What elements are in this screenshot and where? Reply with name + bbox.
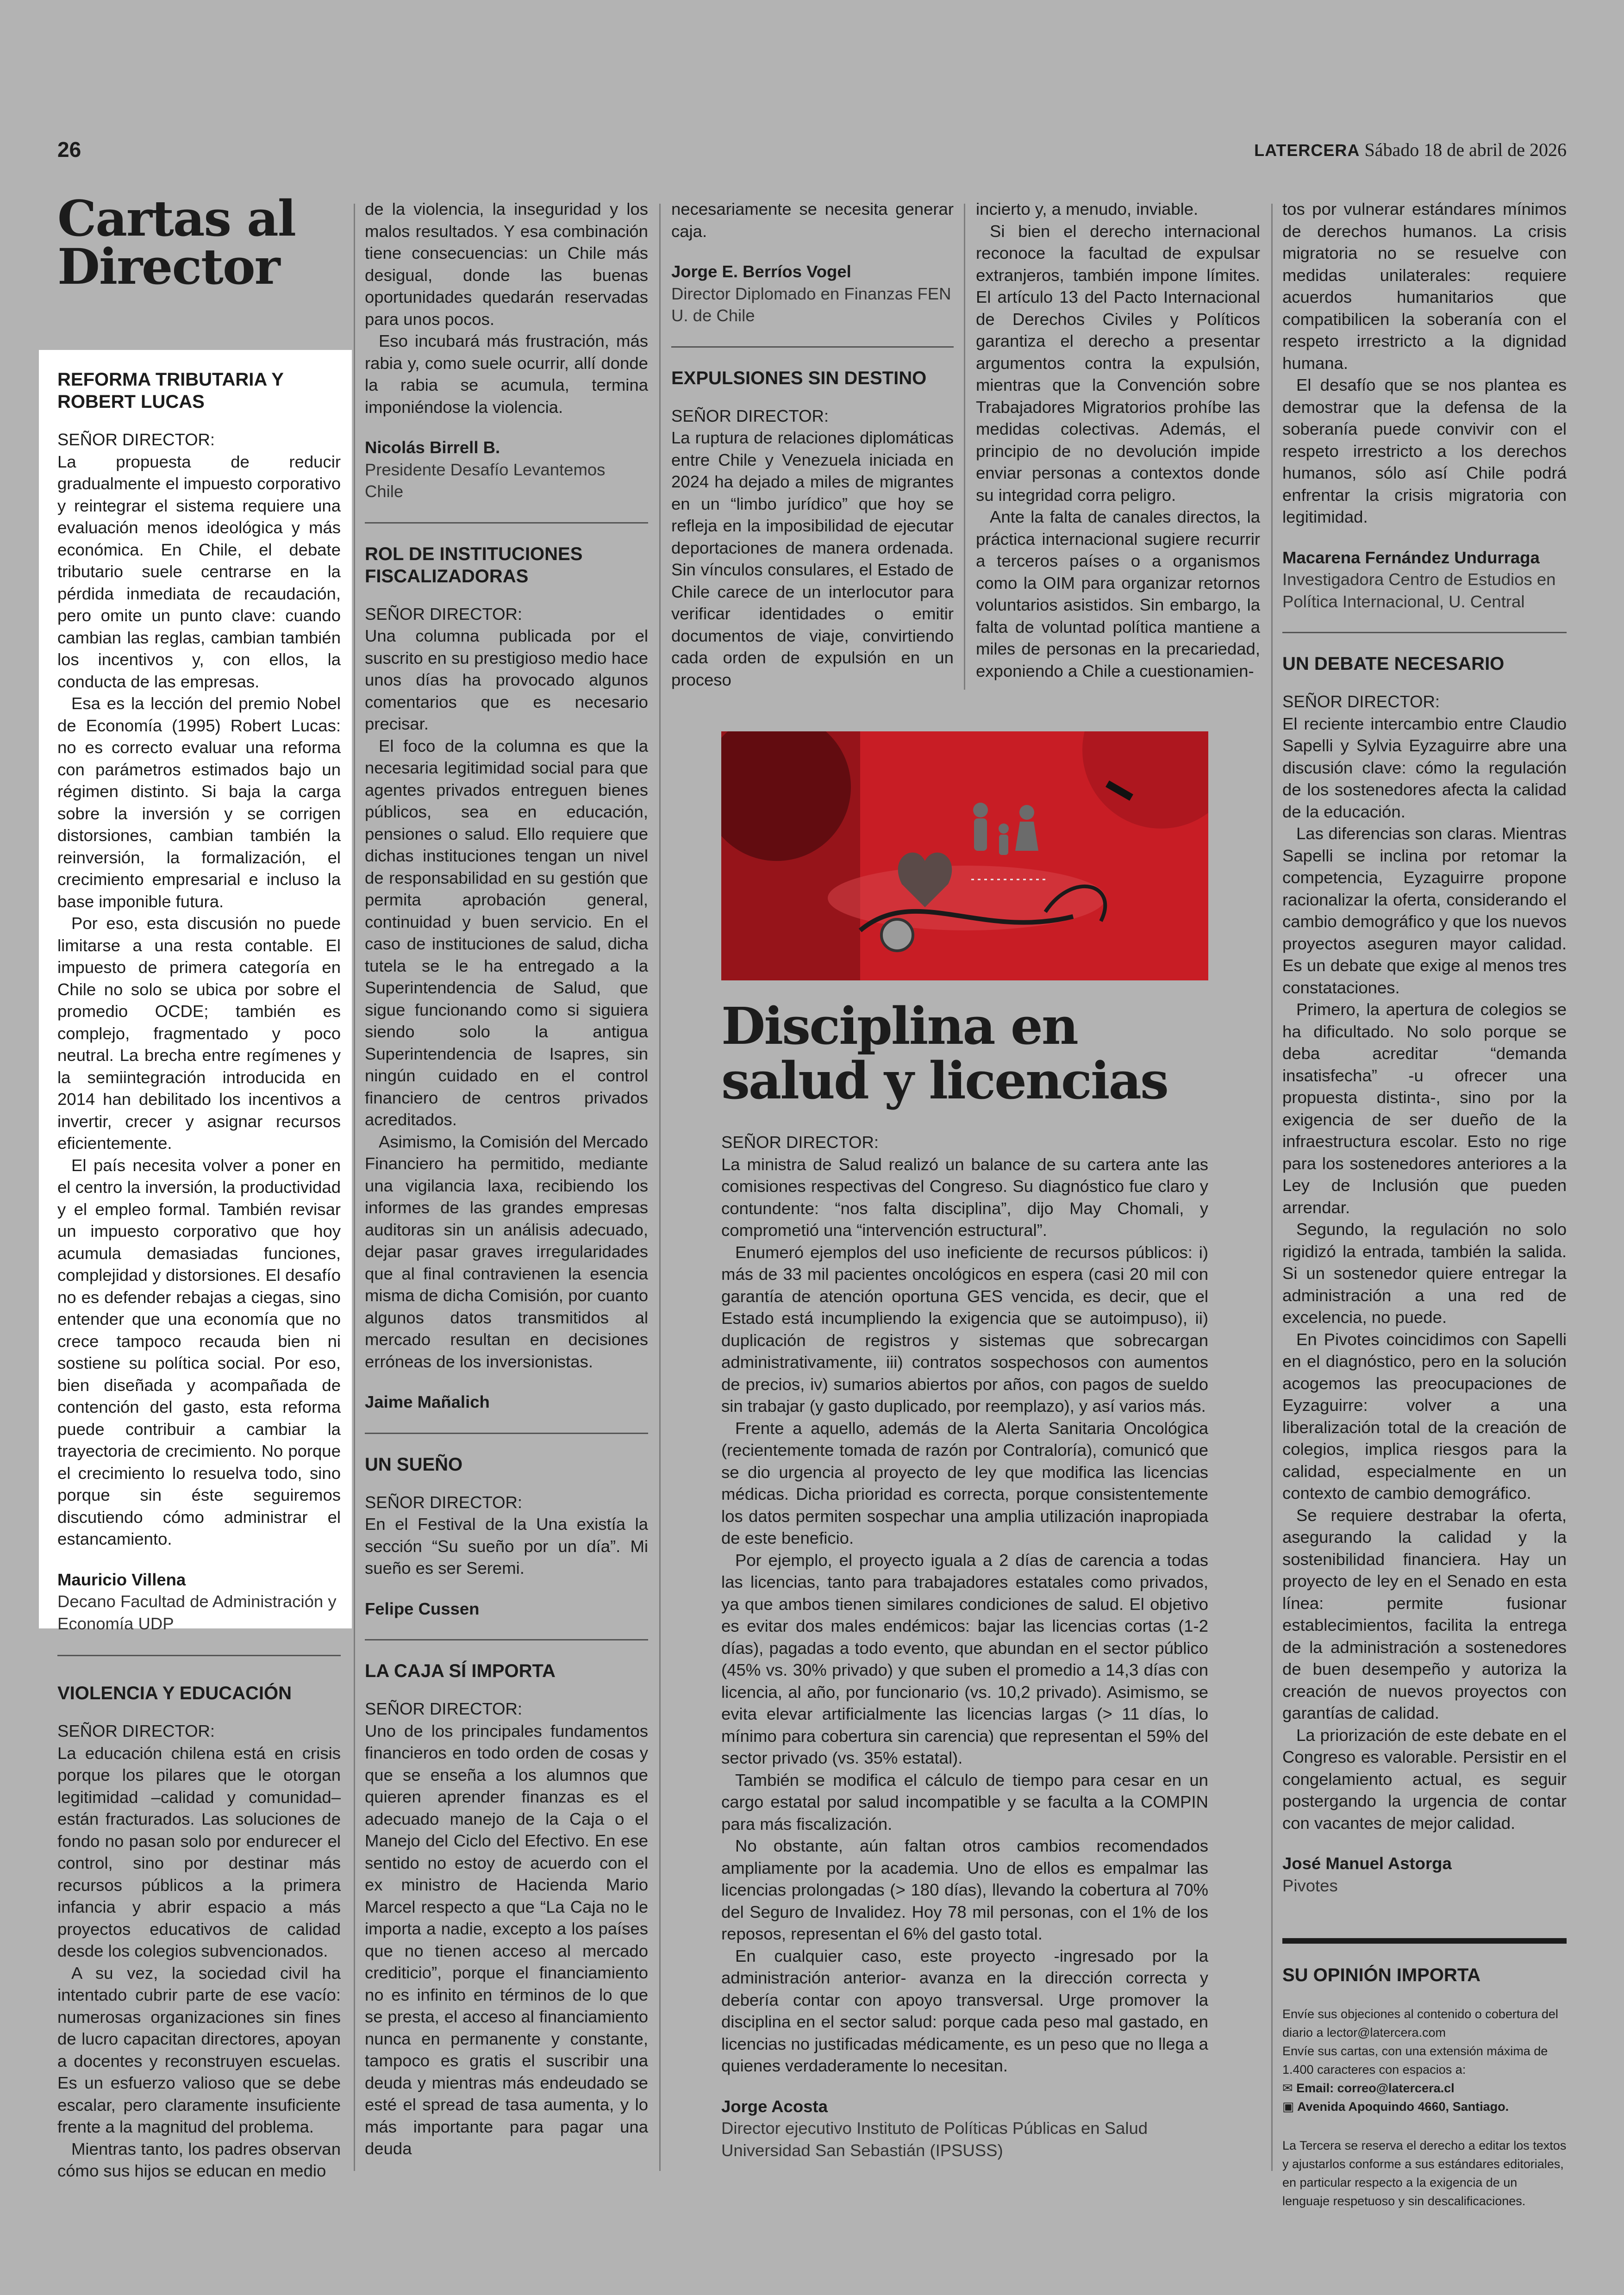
mailbox-icon: ▣ xyxy=(1282,2100,1298,2114)
paragraph: Segundo, la regulación no solo rigidizó la entrada, también la salida. Si un sostenedor quiere entregar la administración a una red de excelencia, no puede. xyxy=(1282,1220,1567,1327)
paragraph: Las diferencias son claras. Mientras Sapelli se inclina por retomar la competencia, Eyzaguirre propone racionalizar la oferta, considerando el cambio demográfico y que los nuevos proyectos aseguren mayor calidad. Es un debate que exige al menos tres constataciones. xyxy=(1282,824,1567,997)
brand-logo: LATERCERA xyxy=(1254,141,1360,160)
page-number: 26 xyxy=(57,137,81,162)
signature: Mauricio Villena xyxy=(57,1570,186,1589)
paragraph: Frente a aquello, además de la Alerta Sanitaria Oncológica (recientemente tomada de razón por Contraloría), comunicó que se dio urgencia al proyecto de ley que modifica las licencias médicas. Dicha prioridad es correcta, porque consistentemente los datos permiten sospechar una amplia utilización inapropiada de este beneficio. xyxy=(721,1418,1208,1547)
letter-title: UN SUEÑO xyxy=(365,1454,463,1475)
divider xyxy=(365,1639,648,1640)
paragraph: El país necesita volver a poner en el centro la inversión, la productividad y el empleo formal. También revisar un impuesto corporativo que hoy acumula demasiadas funciones, complejidad y distorsiones. El desafío no es defender rebajas a ciegas, sino entender que una economía que no crece tampoco recauda bien ni sostiene su política social. Por eso, bien diseñada y acompañada de contención del gasto, esta reforma puede contribuir a cambiar la trayectoria de crecimiento. No porque el crecimiento lo resuelva todo, sino porque sin éste seguiremos discutiendo cómo administrar el estancamiento. xyxy=(57,1155,341,1548)
opinion-email: ✉ Email: correo@latercera.cl xyxy=(1282,2081,1455,2095)
letter-title: UN DEBATE NECESARIO xyxy=(1282,654,1505,674)
signature: Nicolás Birrell B. xyxy=(365,438,500,457)
affiliation: Decano Facultad de Administración y Economía UDP xyxy=(57,1592,337,1633)
paragraph: tos por vulnerar estándares mínimos de derechos humanos. La crisis migratoria no se resuelve con medidas unilaterales: requiere acuerdos humanitarios que compatibilicen la soberanía con el respeto irrestricto a la dignidad humana. xyxy=(1282,200,1567,373)
signature: Macarena Fernández Undurraga xyxy=(1282,548,1540,567)
salutation: SEÑOR DIRECTOR: xyxy=(671,406,829,425)
paragraph: Uno de los principales fundamentos financieros en todo orden de cosas y que se enseña a los alumnos que quieren aprender finanzas es el adecuado manejo de la Caja o el Manejo del Ciclo del Efectivo. En ese sentido no estoy de acuerdo con el ex ministro de Hacienda Mario Marcel respecto a que “La Caja no le importa a nadie, excepto a los países que no tienen acceso al mercado crediticio”, porque el financiamiento no es infinito en términos de lo que se presta, el acceso al financiamiento nunca en permanente y constante, tampoco es gratis el suscribir una deuda y mientras más endeudado se esté el spread de tasa aumenta, y lo más importante para pagar una deuda xyxy=(365,1721,648,2158)
paragraph: En cualquier caso, este proyecto -ingresado por la administración anterior- avanza en la dirección correcta y debería contar con apoyo transversal. Urge promover la disciplina en el sector salud: porque cada peso mal gastado, en licencias no justificadas médicamente, es un peso que no llega a quienes verdaderamente lo necesitan. xyxy=(721,1946,1208,2075)
divider xyxy=(671,346,954,348)
paragraph: Esa es la lección del premio Nobel de Economía (1995) Robert Lucas: no es correcto evaluar una reforma con parámetros estimados bajo un régimen distinto. Si baja la carga sobre la inversión y se corrigen distorsiones, cambian también la reinversión, la formalización, el crecimiento empresarial e incluso la base imponible futura. xyxy=(57,694,341,911)
letter-title: LA CAJA SÍ IMPORTA xyxy=(365,1661,556,1681)
stethoscope-heart-family-illustration xyxy=(721,731,1208,980)
paragraph: Enumeró ejemplos del uso ineficiente de recursos públicos: i) más de 33 mil pacientes oncológicos en espera (casi 20 mil con garantía de atención oportuna GES vencida, es decir, que el Estado está incumpliendo la exigencia que se autoimpuso), ii) duplicación de registros y sistemas que sobrecargan administrativamente, iii) contratos sospechosos con aumentos de precios, iv) sumarios abiertos por años, con pagos de sueldo sin trabajar (y gasto duplicado, por reemplazo), y así varios más. xyxy=(721,1242,1208,1416)
column-rule xyxy=(659,204,661,2171)
paragraph: La priorización de este debate en el Congreso es valorable. Persistir en el congelamiento actual, es seguir postergando la urgencia de contar con vacantes de mejor calidad. xyxy=(1282,1725,1567,1833)
paragraph: La propuesta de reducir gradualmente el impuesto corporativo y reintegrar el sistema requiere una evaluación menos ideológica y más económica. En Chile, el debate tributario suele centrarse en la pérdida inmediata de recaudación, pero omite un punto clave: cuando cambian las reglas, cambian también los incentivos y, con ellos, la conducta de las empresas. xyxy=(57,452,341,691)
column-rule xyxy=(1271,204,1273,2171)
letter-sueno xyxy=(365,1453,648,1620)
salutation: SEÑOR DIRECTOR: xyxy=(721,1133,879,1152)
paragraph: Se requiere destrabar la oferta, asegurando la calidad y la sostenibilidad financiera. Hay un proyecto de ley en el Senado en esta línea: permite fusionar establecimientos, facilita la entrega de la administración a sostenedores de buen desempeño y autoriza la creación de nuevos proyectos con garantías de calidad. xyxy=(1282,1505,1567,1722)
featured-letter-title: Disciplina en salud y licencias xyxy=(721,996,1168,1110)
divider xyxy=(365,522,648,524)
letter-expulsiones xyxy=(671,367,954,691)
letter-debate xyxy=(1282,653,1567,1896)
paragraph: Una columna publicada por el suscrito en su prestigioso medio hace unos días ha provocado algunos comentarios que es necesario precisar. xyxy=(365,626,648,733)
opinion-line: Envíe sus objeciones al contenido o cobertura del diario a lector@latercera.com xyxy=(1282,2007,1558,2039)
salutation: SEÑOR DIRECTOR: xyxy=(57,1721,215,1740)
letter-rol xyxy=(365,543,648,1413)
hero-illustration xyxy=(721,731,1208,980)
affiliation: Investigadora Centro de Estudios en Política Internacional, U. Central xyxy=(1282,570,1556,611)
paragraph: La ministra de Salud realizó un balance de su cartera ante las comisiones respectivas del Congreso. Su diagnóstico fue claro y contundente: “nos falta disciplina”, dijo May Chomali, y comprometió una “intervención estructural”. xyxy=(721,1154,1208,1240)
salutation: SEÑOR DIRECTOR: xyxy=(1282,692,1440,711)
letter-reforma xyxy=(57,368,341,1634)
envelope-icon: ✉ xyxy=(1282,2081,1297,2095)
paragraph: En Pivotes coincidimos con Sapelli en el diagnóstico, pero en la solución acogemos las preocupaciones de Eyzaguirre: volver a una liberalización total de la creación de colegios, implica riesgos para la calidad, especialmente en un contexto de cambio demográfico. xyxy=(1282,1329,1567,1503)
opinion-disclaimer: La Tercera se reserva el derecho a editar los textos y ajustarlos conforme a sus estándares editoriales, en particular respecto a la exigencia de un lenguaje respetuoso y sin descalificaciones. xyxy=(1282,2139,1567,2208)
opinion-address: ▣ Avenida Apoquindo 4660, Santiago. xyxy=(1282,2100,1509,2114)
letter-title: REFORMA TRIBUTARIA Y ROBERT LUCAS xyxy=(57,369,284,412)
salutation: SEÑOR DIRECTOR: xyxy=(365,1699,523,1718)
paragraph: Por eso, esta discusión no puede limitarse a una resta contable. El impuesto de primera categoría en Chile no solo se ubica por sobre el promedio OCDE; también es complejo, fragmentado y poco neutral. La brecha entre regímenes y la semiintegración introducida en 2014 han debilitado los incentivos a invertir, crecer y asignar recursos eficientemente. xyxy=(57,914,341,1153)
featured-letter xyxy=(721,1131,1208,2161)
affiliation: Director Diplomado en Finanzas FEN U. de Chile xyxy=(671,284,951,325)
column-3 xyxy=(671,198,954,691)
column-rule xyxy=(964,204,965,690)
paragraph: Asimismo, la Comisión del Mercado Financiero ha permitido, mediante una vigilancia laxa, recibiendo los informes de las grandes empresas auditoras sin un análisis adecuado, dejar pasar graves irregularidades que al final contravienen la esencia misma de dicha Comisión, por cuanto algunos datos transmitidos al mercado resultan en decisiones erróneas de los inversionistas. xyxy=(365,1132,648,1371)
paragraph: No obstante, aún faltan otros cambios recomendados ampliamente por la academia. Uno de ellos es empalmar las licencias prolongadas (> 180 días), llevando la cobertura al 70% del Seguro de Invalidez. Hoy 78 mil personas, con el 1% de los reposos, representan el 6% del gasto total. xyxy=(721,1836,1208,1943)
paragraph: Primero, la apertura de colegios se ha dificultado. No solo porque se deba acreditar “demanda insatisfecha” -u ofrecer una propuesta distinta-, sino por la exigencia de ser dueño de la infraestructura escolar. Esto no rige para los sostenedores anteriores a la Ley de Inclusión que pueden arrendar. xyxy=(1282,1000,1567,1217)
column-2 xyxy=(365,198,648,2160)
salutation: SEÑOR DIRECTOR: xyxy=(57,430,215,449)
issue-date: Sábado 18 de abril de 2026 xyxy=(1364,139,1567,160)
paragraph: El foco de la columna es que la necesaria legitimidad social para que agentes privados entreguen bienes públicos, sea en educación, pensiones o salud. Ello requiere que dichas instituciones tengan un nivel de responsabilidad en su gestión que permita aprobación general, continuidad y buen servicio. En el caso de instituciones de salud, dicha tutela se le ha entregado a la Superintendencia de Salud, que sigue funcionando como si siguiera siendo solo la antigua Superintendencia de Isapres, sin ningún cuidado en el control financiero de centros privados acreditados. xyxy=(365,736,648,1129)
letter-caja xyxy=(365,1660,648,2160)
letter-title: EXPULSIONES SIN DESTINO xyxy=(671,368,927,388)
signature: Felipe Cussen xyxy=(365,1599,480,1618)
signature: Jorge Acosta xyxy=(721,2096,828,2116)
section-title: Cartas al Director xyxy=(57,189,296,295)
salutation: SEÑOR DIRECTOR: xyxy=(365,604,523,624)
paragraph: El desafío que se nos plantea es demostrar que la defensa de la soberanía puede convivir con el respeto irrestricto a los derechos humanos, sólo así Chile podrá enfrentar la crisis migratoria con legitimidad. xyxy=(1282,375,1567,526)
opinion-title: SU OPINIÓN IMPORTA xyxy=(1282,1965,1481,1985)
opinion-line: Envíe sus cartas, con una extensión máxima de 1.400 caracteres con espacios a: xyxy=(1282,2044,1548,2077)
divider xyxy=(365,1433,648,1434)
paragraph: de la violencia, la inseguridad y los malos resultados. Y esa combinación tiene consecuencias: un Chile más desigual, donde las buenas oportunidades quedarán reservadas para unos pocos. xyxy=(365,200,648,329)
divider xyxy=(1282,632,1567,633)
column-5 xyxy=(1282,198,1567,2210)
paragraph: En el Festival de la Una existía la sección “Su sueño por un día”. Mi sueño es ser Seremi. xyxy=(365,1515,648,1578)
signature: Jorge E. Berríos Vogel xyxy=(671,262,851,281)
affiliation: Pivotes xyxy=(1282,1876,1338,1895)
letter-violencia xyxy=(57,1682,341,2182)
letter-title: ROL DE INSTITUCIONES FISCALIZADORAS xyxy=(365,543,583,586)
paragraph: Ante la falta de canales directos, la práctica internacional sugiere recurrir a terceros países o a organismos como la OIM para organizar retornos voluntarios asistidos. Sin embargo, la falta de voluntad política mantiene a miles de personas en la precariedad, exponiendo a Chile a cuestionamien- xyxy=(976,507,1260,680)
paragraph: El reciente intercambio entre Claudio Sapelli y Sylvia Eyzaguirre abre una discusión clave: cómo la regulación de los sostenedores afecta la calidad de la educación. xyxy=(1282,714,1567,821)
column-4 xyxy=(976,198,1260,682)
divider xyxy=(1282,1938,1567,1944)
divider xyxy=(57,1655,341,1656)
letter-title: VIOLENCIA Y EDUCACIÓN xyxy=(57,1683,292,1703)
affiliation: Director ejecutivo Instituto de Políticas Públicas en Salud Universidad San Sebastián (IPSUSS) xyxy=(721,2119,1148,2160)
paragraph: Si bien el derecho internacional reconoce la facultad de expulsar extranjeros, también impone límites. El artículo 13 del Pacto Internacional de Derechos Civiles y Políticos garantiza el derecho a presentar argumentos contra la expulsión, mientras que la Convención sobre Trabajadores Migratorios prohíbe las medidas colectivas. Además, el principio de no devolución impide enviar personas a contextos donde su integridad corra peligro. xyxy=(976,221,1260,505)
paragraph: La ruptura de relaciones diplomáticas entre Chile y Venezuela iniciada en 2024 ha dejado a miles de migrantes en un “limbo jurídico” que hoy se refleja en la imposibilidad de ejecutar deportaciones de manera ordenada. Sin vínculos consulares, el Estado de Chile carece de un interlocutor para verificar identidades o emitir documentos de viaje, convirtiendo cada orden de expulsión en un proceso xyxy=(671,428,954,689)
salutation: SEÑOR DIRECTOR: xyxy=(365,1492,523,1512)
paragraph: incierto y, a menudo, inviable. xyxy=(976,200,1199,218)
column-rule xyxy=(354,204,355,2171)
paragraph: También se modifica el cálculo de tiempo para cesar en un cargo estatal por salud incompatible y se faculta a la COMPIN para más fiscalización. xyxy=(721,1770,1208,1834)
paragraph: A su vez, la sociedad civil ha intentado cubrir parte de ese vacío: numerosas organizaciones sin fines de lucro capacitan directores, apoyan a docentes y reconstruyen escuelas. Es un esfuerzo valioso que se debe escalar, pero claramente insuficiente frente a la magnitud del problema. xyxy=(57,1963,341,2136)
paragraph: Eso incubará más frustración, más rabia y, como suele ocurrir, allí donde la rabia se acumula, termina imponiéndose la violencia. xyxy=(365,331,648,417)
signature: José Manuel Astorga xyxy=(1282,1854,1452,1873)
column-1 xyxy=(57,368,341,2182)
paragraph: Por ejemplo, el proyecto iguala a 2 días de carencia a todas las licencias, tanto para trabajadores estatales como privados, ya que ambos tienen similares condiciones de salud. El objetivo es evitar dos males endémicos: bajar las licencias cortas (1-2 días), pagadas a todo evento, que abundan en el sector público (45% vs. 30% privado) y que suben el promedio a 14,3 días con licencia, al año, por funcionario (vs. 10,2 privado). Asimismo, se evita elevar artificialmente las licencias largas (> 11 días, lo mínimo para cobertura sin carencia) que representan el 59% del sector privado (vs. 35% estatal). xyxy=(721,1550,1208,1767)
paragraph: Mientras tanto, los padres observan cómo sus hijos se educan en medio xyxy=(57,2139,341,2180)
signature: Jaime Mañalich xyxy=(365,1392,490,1411)
masthead xyxy=(1254,139,1567,161)
paragraph: La educación chilena está en crisis porque los pilares que le otorgan legitimidad –calidad y comunidad– están fracturados. Las soluciones de fondo no pasan solo por endurecer el control, sino por destinar más recursos públicos a la primera infancia y abrir espacio a más proyectos educativos de calidad desde los colegios subvencionados. xyxy=(57,1743,341,1960)
paragraph: necesariamente se necesita generar caja. xyxy=(671,200,954,241)
affiliation: Presidente Desafío Levantemos Chile xyxy=(365,460,606,501)
opinion-box xyxy=(1282,1938,1567,2210)
